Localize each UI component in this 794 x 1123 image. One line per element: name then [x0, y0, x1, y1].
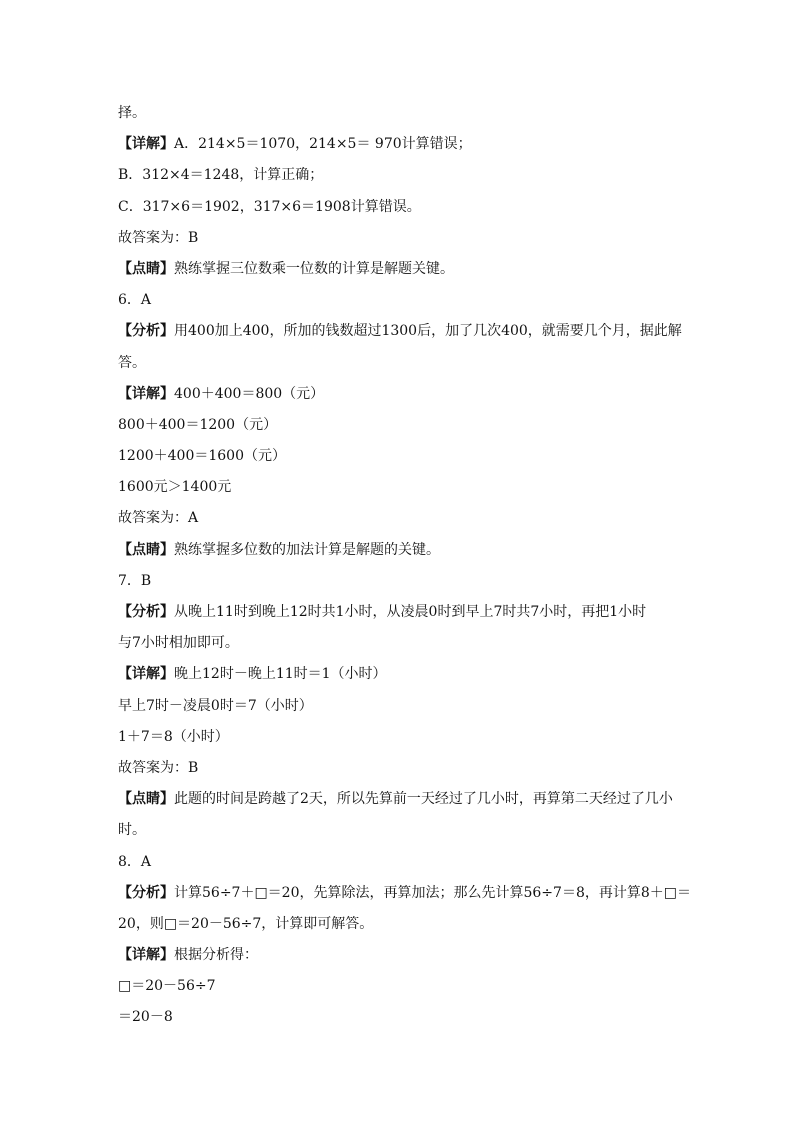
line-text: 20，则□＝20－56÷7，计算即可解答。	[118, 915, 374, 932]
line-text: 早上7时－凌晨0时＝7（小时）	[118, 697, 313, 714]
text-line	[118, 160, 698, 191]
line-text: 与7小时相加即可。	[118, 635, 239, 652]
section-tag: 【点睛】	[118, 260, 174, 277]
document-page	[118, 98, 698, 1034]
line-text: 晚上12时－晚上11时＝1（小时）	[174, 666, 387, 683]
text-line	[118, 659, 698, 690]
line-text: 1＋7＝8（小时）	[118, 728, 229, 745]
line-text: 400＋400＝800（元）	[174, 385, 325, 402]
text-line	[118, 379, 698, 410]
line-text: 800＋400＝1200（元）	[118, 416, 278, 433]
line-text: 此题的时间是跨越了2天，所以先算前一天经过了几小时，再算第二天经过了几小	[174, 791, 673, 808]
line-text: □＝20－56÷7	[118, 978, 216, 995]
section-tag: 【详解】	[118, 666, 174, 683]
text-line	[118, 348, 698, 379]
text-line	[118, 722, 698, 753]
line-text: C．317×6＝1902，317×6＝1908计算错误。	[118, 198, 421, 215]
text-line	[118, 566, 698, 597]
section-tag: 【分析】	[118, 323, 174, 340]
text-line	[118, 98, 698, 129]
line-text: 答。	[118, 354, 146, 371]
line-text: B．312×4＝1248，计算正确；	[118, 167, 324, 184]
line-text: 故答案为：A	[118, 510, 199, 527]
text-line	[118, 815, 698, 846]
line-text: 用400加上400，所加的钱数超过1300后，加了几次400，就需要几个月，据此解	[174, 323, 682, 340]
section-tag: 【分析】	[118, 604, 174, 620]
section-tag: 【详解】	[118, 136, 174, 153]
text-line	[118, 691, 698, 722]
line-text: 计算56÷7＋□＝20，先算除法，再算加法；那么先计算56÷7＝8，再计算8＋□＝	[174, 884, 691, 901]
text-line	[118, 940, 698, 971]
line-text: 时。	[118, 822, 146, 839]
line-text: 故答案为：B	[118, 229, 199, 246]
line-text: 故答案为：B	[118, 759, 199, 776]
text-line	[118, 254, 698, 285]
line-text: A．214×5＝1070，214×5＝ 970计算错误；	[174, 136, 472, 153]
text-line	[118, 847, 698, 878]
section-tag: 【分析】	[118, 884, 174, 901]
text-line	[118, 971, 698, 1002]
text-line	[118, 223, 698, 254]
text-line	[118, 410, 698, 441]
text-line	[118, 441, 698, 472]
text-line	[118, 129, 698, 160]
text-line	[118, 784, 698, 815]
text-line	[118, 753, 698, 784]
text-line	[118, 1002, 698, 1033]
text-line	[118, 472, 698, 503]
text-line	[118, 909, 698, 940]
line-text: 熟练掌握三位数乘一位数的计算是解题关键。	[174, 260, 454, 277]
text-line	[118, 535, 698, 566]
text-line	[118, 316, 698, 347]
line-text: 1600元＞1400元	[118, 479, 232, 496]
line-text: 熟练掌握多位数的加法计算是解题的关键。	[174, 541, 440, 558]
text-line	[118, 285, 698, 316]
section-tag: 【详解】	[118, 947, 174, 964]
line-text: 1200＋400＝1600（元）	[118, 448, 286, 465]
text-line	[118, 878, 698, 909]
text-line	[118, 192, 698, 223]
line-text: 8．A	[118, 853, 152, 870]
line-text: 从晚上11时到晚上12时共1小时，从凌晨0时到早上7时共7小时，再把1小时	[174, 604, 647, 620]
line-text: 6．A	[118, 292, 152, 309]
text-line	[118, 597, 698, 628]
text-line	[118, 503, 698, 534]
text-line	[118, 628, 698, 659]
line-text: 根据分析得：	[174, 947, 258, 964]
line-text: 择。	[118, 105, 146, 121]
section-tag: 【点睛】	[118, 791, 174, 808]
line-text: ＝20－8	[118, 1009, 173, 1026]
line-text: 7．B	[118, 572, 152, 589]
section-tag: 【点睛】	[118, 541, 174, 558]
section-tag: 【详解】	[118, 385, 174, 402]
